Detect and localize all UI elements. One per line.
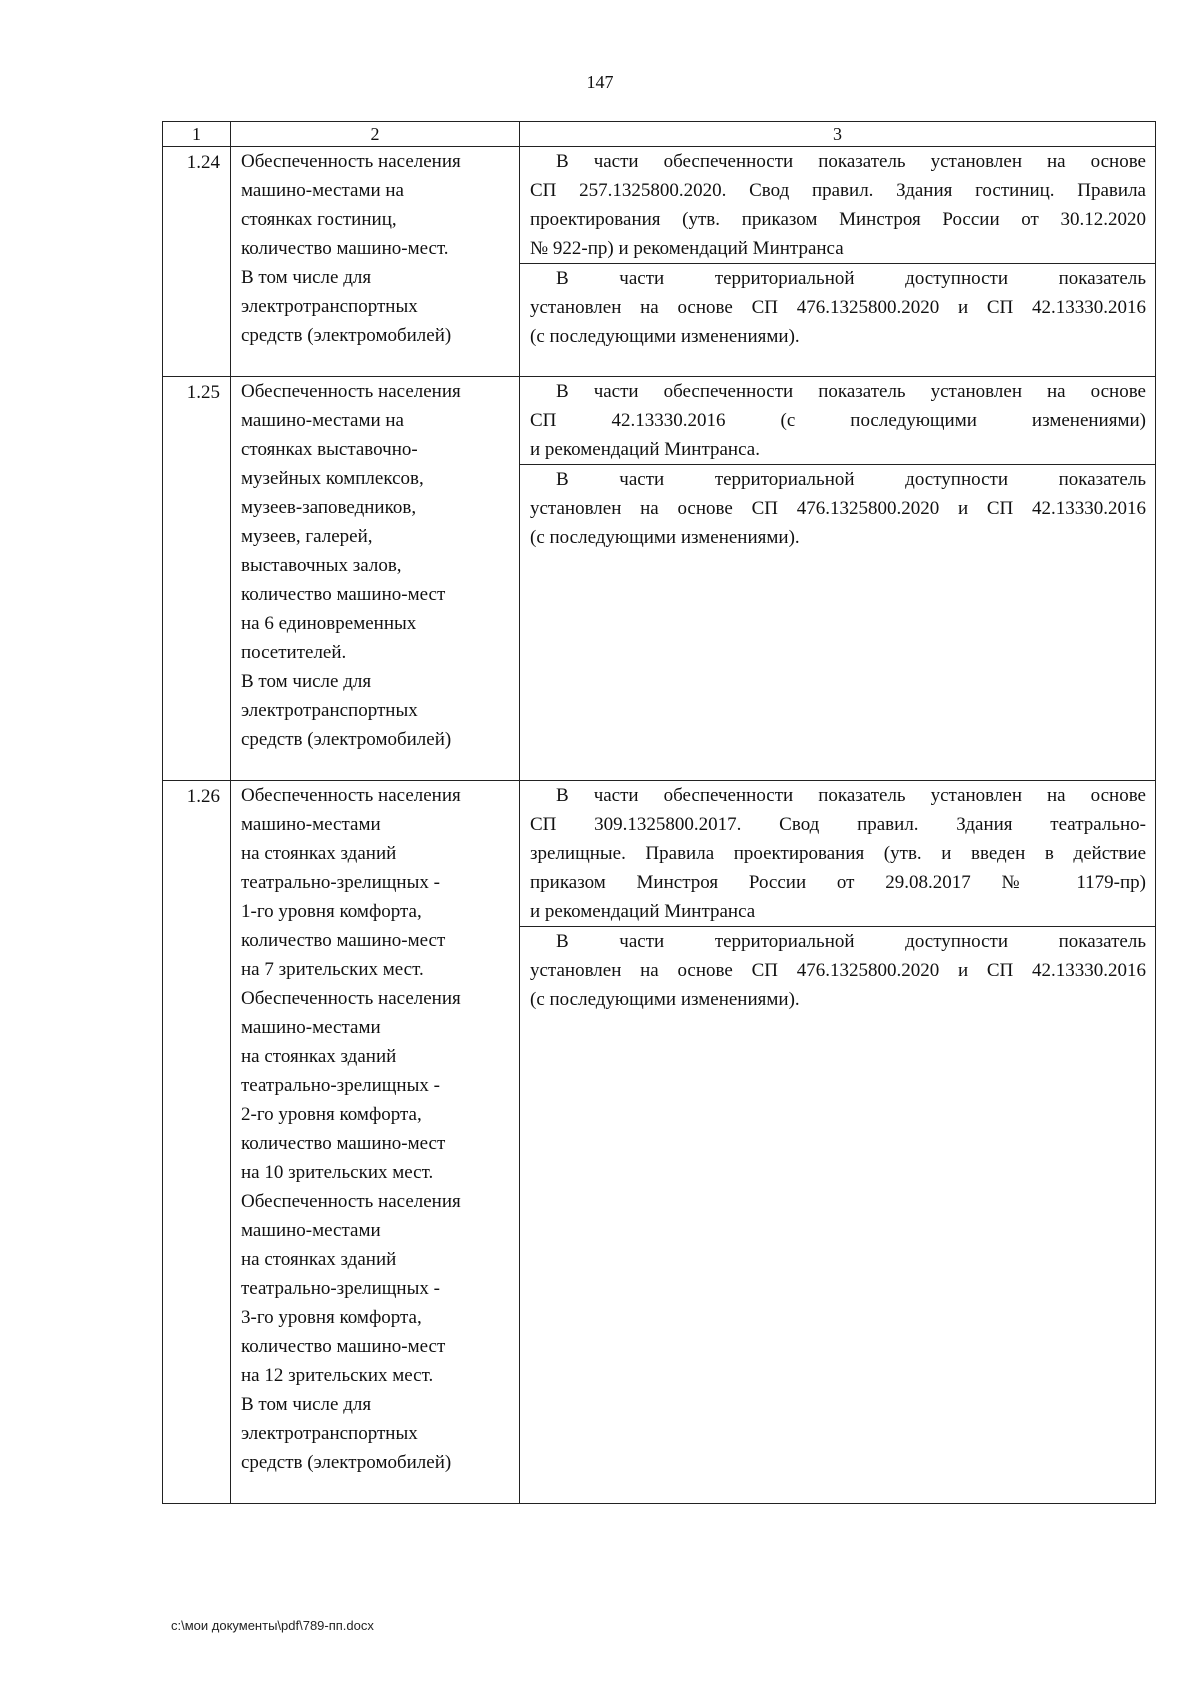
basis-line: СП 42.13330.2016 (с последующими изменениями) <box>530 410 1146 431</box>
indicator-name-line: 1-го уровня комфорта, <box>241 901 422 922</box>
page-number: 147 <box>586 72 614 92</box>
indicator-name-line: Обеспеченность населения <box>241 785 461 806</box>
indicator-name-line: количество машино-мест <box>241 930 446 951</box>
indicator-name-line: электротранспортных <box>241 700 418 721</box>
indicator-name-line: В том числе для <box>241 671 372 692</box>
indicator-name-line: количество машино-мест. <box>241 238 449 259</box>
indicator-name-line: театрально-зрелищных - <box>241 1075 440 1096</box>
basis-line: В части территориальной доступности показатель <box>556 268 1146 289</box>
basis-provision-paragraph <box>520 377 1155 464</box>
basis-accessibility-paragraph <box>520 263 1155 351</box>
table-row <box>163 781 1156 1504</box>
basis-line: В части территориальной доступности показатель <box>556 469 1146 490</box>
indicator-name <box>231 377 520 781</box>
indicator-name-line: на 6 единовременных <box>241 613 417 634</box>
row-number: 1.24 <box>163 147 231 377</box>
indicator-name-line: Обеспеченность населения <box>241 381 461 402</box>
indicator-name-line: на 7 зрительских мест. <box>241 959 424 980</box>
indicator-name-line: средств (электромобилей) <box>241 729 452 750</box>
indicator-name-line: средств (электромобилей) <box>241 325 452 346</box>
basis-line: установлен на основе СП 476.1325800.2020 и СП 42.13330.2016 <box>530 498 1146 519</box>
indicator-name-line: Обеспеченность населения <box>241 988 461 1009</box>
indicator-name-line: на 12 зрительских мест. <box>241 1365 434 1386</box>
indicator-name-line: электротранспортных <box>241 296 418 317</box>
basis-line: В части обеспеченности показатель установлен на основе <box>556 151 1146 172</box>
table-row <box>163 377 1156 781</box>
basis-line: (с последующими изменениями). <box>530 326 800 347</box>
indicator-name-line: Обеспеченность населения <box>241 1191 461 1212</box>
indicator-name-line: театрально-зрелищных - <box>241 872 440 893</box>
indicator-name-line: машино-местами на <box>241 180 404 201</box>
row-number: 1.25 <box>163 377 231 781</box>
basis-accessibility-paragraph <box>520 926 1155 1014</box>
table-header-row <box>163 122 1156 147</box>
indicator-basis <box>520 147 1156 377</box>
basis-line: (с последующими изменениями). <box>530 989 800 1010</box>
indicator-basis <box>520 781 1156 1504</box>
basis-line: и рекомендаций Минтранса. <box>530 439 760 460</box>
indicator-name-line: средств (электромобилей) <box>241 1452 452 1473</box>
indicator-name-line: количество машино-мест <box>241 584 446 605</box>
row-number: 1.26 <box>163 781 231 1504</box>
basis-accessibility-paragraph <box>520 464 1155 552</box>
basis-provision-paragraph <box>520 781 1155 926</box>
basis-line: В части территориальной доступности показатель <box>556 931 1146 952</box>
indicator-name-line: 2-го уровня комфорта, <box>241 1104 422 1125</box>
indicator-name-line: электротранспортных <box>241 1423 418 1444</box>
indicator-name-line: В том числе для <box>241 1394 372 1415</box>
indicator-name-line: стоянках выставочно- <box>241 439 418 460</box>
basis-line: и рекомендаций Минтранса <box>530 901 756 922</box>
indicator-name <box>231 781 520 1504</box>
indicators-table <box>162 121 1156 1504</box>
column-header-3: 3 <box>520 122 1156 147</box>
basis-line: установлен на основе СП 476.1325800.2020 и СП 42.13330.2016 <box>530 297 1146 318</box>
table-row <box>163 147 1156 377</box>
indicator-name <box>231 147 520 377</box>
file-path-footer: c:\мои документы\pdf\789-пп.docx <box>171 1618 374 1633</box>
basis-line: приказом Минстроя России от 29.08.2017 № 1179-пр) <box>530 872 1146 893</box>
basis-line: (с последующими изменениями). <box>530 527 800 548</box>
basis-line: В части обеспеченности показатель установлен на основе <box>556 381 1146 402</box>
basis-line: № 922-пр) и рекомендаций Минтранса <box>530 238 844 259</box>
indicator-name-line: музеев, галерей, <box>241 526 373 547</box>
column-header-1: 1 <box>163 122 231 147</box>
indicator-name-line: на 10 зрительских мест. <box>241 1162 434 1183</box>
indicator-name-line: музеев-заповедников, <box>241 497 417 518</box>
basis-provision-paragraph <box>520 147 1155 263</box>
indicator-name-line: на стоянках зданий <box>241 1046 397 1067</box>
indicator-name-line: В том числе для <box>241 267 372 288</box>
indicator-name-line: посетителей. <box>241 642 347 663</box>
basis-line: В части обеспеченности показатель установлен на основе <box>556 785 1146 806</box>
indicator-name-line: выставочных залов, <box>241 555 402 576</box>
indicator-basis <box>520 377 1156 781</box>
indicator-name-line: 3-го уровня комфорта, <box>241 1307 422 1328</box>
indicator-name-line: на стоянках зданий <box>241 1249 397 1270</box>
indicator-name-line: машино-местами <box>241 1017 381 1038</box>
indicator-name-line: Обеспеченность населения <box>241 151 461 172</box>
basis-line: СП 309.1325800.2017. Свод правил. Здания театрально- <box>530 814 1146 835</box>
basis-line: зрелищные. Правила проектирования (утв. и введен в действие <box>530 843 1146 864</box>
indicator-name-line: машино-местами <box>241 814 381 835</box>
basis-line: проектирования (утв. приказом Минстроя России от 30.12.2020 <box>530 209 1146 230</box>
indicator-name-line: машино-местами на <box>241 410 404 431</box>
basis-line: установлен на основе СП 476.1325800.2020 и СП 42.13330.2016 <box>530 960 1146 981</box>
column-header-2: 2 <box>231 122 520 147</box>
indicator-name-line: машино-местами <box>241 1220 381 1241</box>
indicator-name-line: стоянках гостиниц, <box>241 209 397 230</box>
indicator-name-line: на стоянках зданий <box>241 843 397 864</box>
basis-line: СП 257.1325800.2020. Свод правил. Здания гостиниц. Правила <box>530 180 1146 201</box>
indicator-name-line: количество машино-мест <box>241 1336 446 1357</box>
indicator-name-line: количество машино-мест <box>241 1133 446 1154</box>
indicator-name-line: театрально-зрелищных - <box>241 1278 440 1299</box>
indicator-name-line: музейных комплексов, <box>241 468 424 489</box>
